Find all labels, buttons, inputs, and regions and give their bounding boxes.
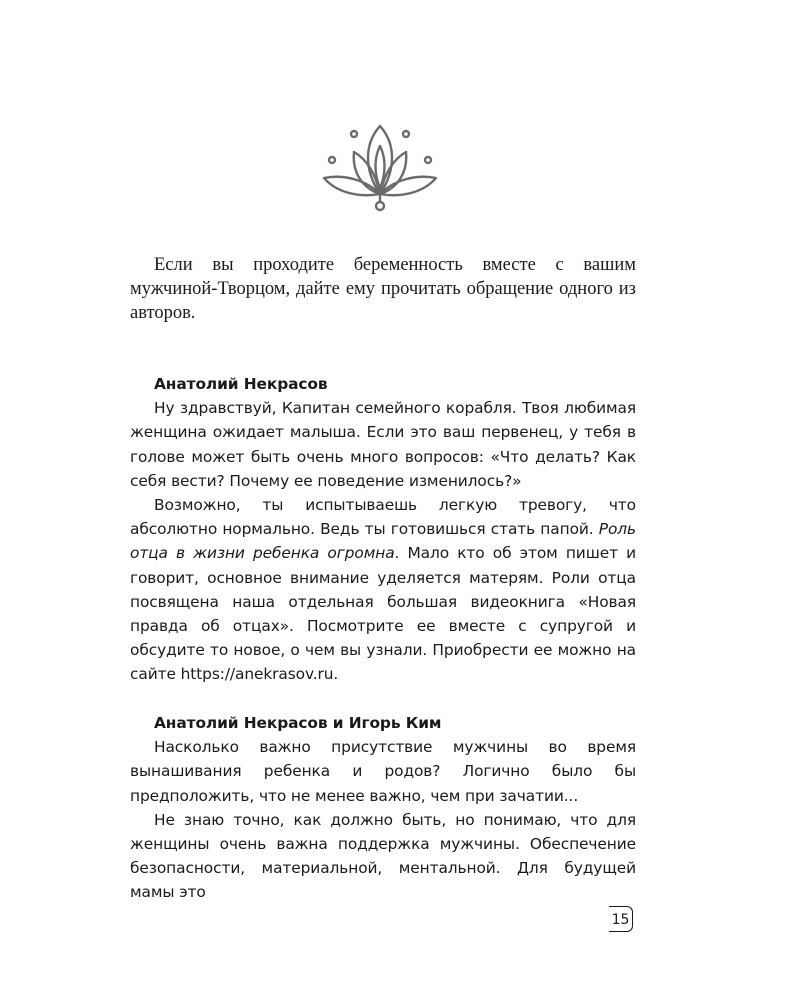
section-nekrasov: [130, 372, 636, 687]
paragraph-text: . Мало кто об этом пишет и говорит, основное внимание уделяется матерям. Роли отца посвящена наша отдельная большая видеокнига «Новая правда об отцах». Посмотрите ее вместе с супругой и обсудите то новое, о чем вы узнали. Приобрести ее можно на сайте https://anekrasov.ru.: [130, 544, 636, 684]
intro-paragraph: [130, 253, 636, 325]
italic-phrase: Роль отца в жизни ребенка огромна: [130, 520, 636, 563]
section-heading: Анатолий Некрасов и Игорь Ким: [154, 714, 442, 732]
section-nekrasov-kim: [130, 711, 636, 905]
paragraph: [130, 493, 636, 687]
paragraph: Насколько важно присутствие мужчины во время вынашивания ребенка и родов? Логично было бы предположить, что не менее важно, чем при зачатии...: [130, 738, 636, 805]
lotus-icon: [320, 122, 440, 214]
paragraph: Не знаю точно, как должно быть, но понимаю, что для женщины очень важна поддержка мужчины. Обеспечение безопасности, материальной, ментальной. Для будущей мамы это: [130, 810, 636, 902]
paragraph-text: Возможно, ты испытываешь легкую тревогу, что абсолютно нормально. Ведь ты готовишься стать папой.: [130, 496, 636, 539]
paragraph: Ну здравствуй, Капитан семейного корабля. Твоя любимая женщина ожидает малыша. Если это ваш первенец, у тебя в голове может быть очень много вопросов: «Что делать? Как себя вести? Почему ее поведение изменилось?»: [130, 399, 636, 490]
section-heading: Анатолий Некрасов: [154, 375, 328, 393]
intro-text: Если вы проходите беременность вместе с вашим мужчиной-Творцом, дайте ему прочитать обращение одного из авторов.: [130, 255, 636, 323]
page-number: 15: [609, 906, 633, 932]
